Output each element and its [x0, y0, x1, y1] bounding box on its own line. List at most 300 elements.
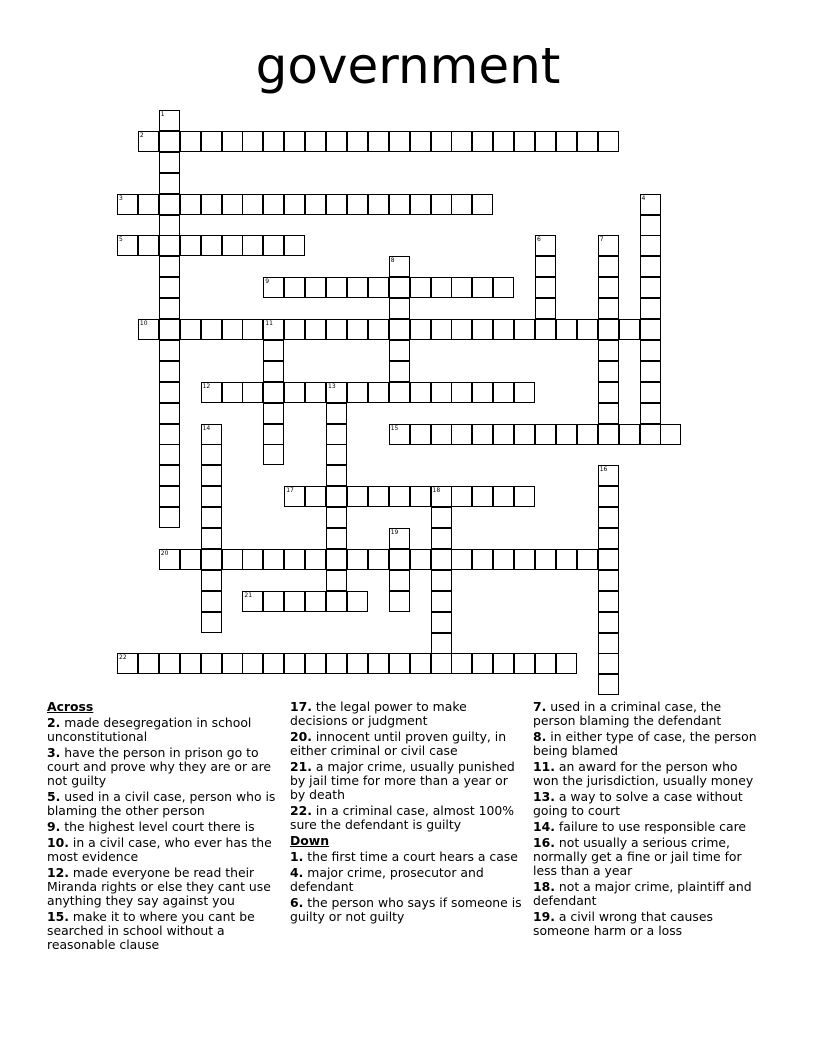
- grid-cell[interactable]: [326, 277, 347, 298]
- grid-cell[interactable]: [451, 382, 472, 403]
- clue-item-text: a civil wrong that causes someone harm or a loss: [533, 909, 713, 938]
- grid-cell[interactable]: [159, 549, 180, 570]
- grid-cell[interactable]: [389, 277, 410, 298]
- grid-cell[interactable]: [493, 653, 514, 674]
- grid-cell[interactable]: [389, 486, 410, 507]
- grid-cell[interactable]: [222, 131, 243, 152]
- grid-cell[interactable]: [389, 256, 410, 277]
- grid-cell[interactable]: [201, 591, 222, 612]
- grid-cell[interactable]: [598, 465, 619, 486]
- grid-cell[interactable]: [326, 382, 347, 403]
- grid-cell[interactable]: [159, 340, 180, 361]
- grid-cell[interactable]: [410, 277, 431, 298]
- grid-cell[interactable]: [201, 194, 222, 215]
- grid-cell[interactable]: [159, 277, 180, 298]
- grid-cell[interactable]: [410, 194, 431, 215]
- grid-cell[interactable]: [159, 507, 180, 528]
- grid-cell[interactable]: [201, 549, 222, 570]
- grid-cell[interactable]: [305, 591, 326, 612]
- grid-cell[interactable]: [263, 235, 284, 256]
- grid-cell[interactable]: [598, 235, 619, 256]
- grid-cell[interactable]: [514, 424, 535, 445]
- grid-cell[interactable]: [410, 424, 431, 445]
- grid-cell[interactable]: [222, 235, 243, 256]
- grid-cell[interactable]: [472, 319, 493, 340]
- grid-cell[interactable]: [201, 235, 222, 256]
- grid-cell[interactable]: [493, 486, 514, 507]
- grid-cell[interactable]: [640, 403, 661, 424]
- grid-cell[interactable]: [138, 194, 159, 215]
- grid-cell[interactable]: [598, 319, 619, 340]
- grid-cell[interactable]: [431, 319, 452, 340]
- grid-cell[interactable]: [159, 235, 180, 256]
- grid-cell[interactable]: [326, 653, 347, 674]
- grid-cell[interactable]: [389, 340, 410, 361]
- grid-cell[interactable]: [242, 653, 263, 674]
- grid-cell[interactable]: [598, 528, 619, 549]
- clue-item-text: a way to solve a case without going to court: [533, 789, 743, 818]
- grid-cell[interactable]: [326, 486, 347, 507]
- grid-cell[interactable]: [159, 486, 180, 507]
- clue-item: [533, 836, 765, 878]
- clue-item-number: 9.: [47, 819, 61, 834]
- grid-cell[interactable]: [598, 549, 619, 570]
- grid-cell[interactable]: [431, 633, 452, 654]
- grid-cell[interactable]: [514, 486, 535, 507]
- grid-cell[interactable]: [159, 465, 180, 486]
- clue-number: 22: [119, 654, 127, 662]
- grid-cell[interactable]: [598, 340, 619, 361]
- grid-cell[interactable]: [598, 361, 619, 382]
- clue-column-2: [290, 700, 522, 926]
- grid-cell[interactable]: [326, 424, 347, 445]
- clue-number: 21: [244, 591, 253, 599]
- grid-cell[interactable]: [368, 277, 389, 298]
- grid-cell[interactable]: [431, 424, 452, 445]
- grid-cell[interactable]: [326, 194, 347, 215]
- clue-list: [47, 700, 777, 960]
- grid-cell[interactable]: [347, 382, 368, 403]
- grid-cell[interactable]: [598, 403, 619, 424]
- grid-cell[interactable]: [493, 131, 514, 152]
- grid-cell[interactable]: [263, 444, 284, 465]
- grid-cell[interactable]: [640, 319, 661, 340]
- grid-cell[interactable]: [305, 277, 326, 298]
- grid-cell[interactable]: [472, 424, 493, 445]
- grid-cell[interactable]: [159, 424, 180, 445]
- grid-cell[interactable]: [347, 591, 368, 612]
- grid-cell[interactable]: [242, 382, 263, 403]
- grid-cell[interactable]: [284, 235, 305, 256]
- grid-cell[interactable]: [431, 194, 452, 215]
- grid-cell[interactable]: [577, 424, 598, 445]
- grid-cell[interactable]: [263, 653, 284, 674]
- grid-cell[interactable]: [201, 507, 222, 528]
- clue-item-text: made everyone be read their Miranda rights or else they cant use anything they say against you: [47, 865, 271, 908]
- grid-cell[interactable]: [535, 298, 556, 319]
- grid-cell[interactable]: [326, 570, 347, 591]
- clue-item-number: 17.: [290, 699, 312, 714]
- grid-cell[interactable]: [201, 612, 222, 633]
- grid-cell[interactable]: [535, 277, 556, 298]
- grid-cell[interactable]: [535, 424, 556, 445]
- grid-cell[interactable]: [180, 194, 201, 215]
- grid-cell[interactable]: [368, 382, 389, 403]
- clue-item: [290, 896, 522, 924]
- grid-cell[interactable]: [640, 194, 661, 215]
- clue-item-number: 19.: [533, 909, 555, 924]
- grid-cell[interactable]: [556, 424, 577, 445]
- clue-item-text: in a criminal case, almost 100% sure the defendant is guilty: [290, 803, 515, 832]
- grid-cell[interactable]: [201, 424, 222, 445]
- clue-item-number: 7.: [533, 699, 547, 714]
- grid-cell[interactable]: [326, 444, 347, 465]
- grid-cell[interactable]: [451, 653, 472, 674]
- grid-cell[interactable]: [389, 591, 410, 612]
- grid-cell[interactable]: [284, 549, 305, 570]
- grid-cell[interactable]: [263, 382, 284, 403]
- grid-cell[interactable]: [284, 319, 305, 340]
- grid-cell[interactable]: [305, 319, 326, 340]
- grid-cell[interactable]: [201, 382, 222, 403]
- grid-cell[interactable]: [263, 591, 284, 612]
- grid-cell[interactable]: [263, 340, 284, 361]
- grid-cell[interactable]: [159, 110, 180, 131]
- grid-cell[interactable]: [431, 507, 452, 528]
- grid-cell[interactable]: [201, 528, 222, 549]
- grid-cell[interactable]: [242, 235, 263, 256]
- grid-cell[interactable]: [535, 256, 556, 277]
- grid-cell[interactable]: [201, 319, 222, 340]
- grid-cell[interactable]: [577, 549, 598, 570]
- grid-cell[interactable]: [556, 131, 577, 152]
- clue-item-number: 12.: [47, 865, 69, 880]
- grid-cell[interactable]: [472, 194, 493, 215]
- grid-cell[interactable]: [263, 131, 284, 152]
- grid-cell[interactable]: [159, 298, 180, 319]
- grid-cell[interactable]: [305, 486, 326, 507]
- clue-number: 9: [265, 278, 270, 286]
- grid-cell[interactable]: [284, 194, 305, 215]
- grid-cell[interactable]: [556, 653, 577, 674]
- grid-cell[interactable]: [326, 131, 347, 152]
- grid-cell[interactable]: [284, 486, 305, 507]
- grid-cell[interactable]: [242, 549, 263, 570]
- grid-cell[interactable]: [159, 173, 180, 194]
- clue-item: [533, 820, 765, 834]
- grid-cell[interactable]: [242, 194, 263, 215]
- grid-cell[interactable]: [619, 319, 640, 340]
- clue-item-text: the legal power to make decisions or judgment: [290, 699, 467, 728]
- grid-cell[interactable]: [431, 277, 452, 298]
- grid-cell[interactable]: [389, 570, 410, 591]
- grid-cell[interactable]: [201, 131, 222, 152]
- grid-cell[interactable]: [389, 528, 410, 549]
- grid-cell[interactable]: [201, 444, 222, 465]
- grid-cell[interactable]: [201, 486, 222, 507]
- grid-cell[interactable]: [284, 591, 305, 612]
- grid-cell[interactable]: [535, 235, 556, 256]
- grid-cell[interactable]: [138, 653, 159, 674]
- grid-cell[interactable]: [535, 131, 556, 152]
- grid-cell[interactable]: [389, 319, 410, 340]
- grid-cell[interactable]: [472, 486, 493, 507]
- grid-cell[interactable]: [598, 486, 619, 507]
- grid-cell[interactable]: [368, 549, 389, 570]
- grid-cell[interactable]: [451, 424, 472, 445]
- grid-cell[interactable]: [159, 382, 180, 403]
- grid-cell[interactable]: [284, 131, 305, 152]
- grid-cell[interactable]: [368, 131, 389, 152]
- grid-cell[interactable]: [263, 549, 284, 570]
- grid-cell[interactable]: [347, 277, 368, 298]
- grid-cell[interactable]: [431, 131, 452, 152]
- grid-cell[interactable]: [514, 131, 535, 152]
- grid-cell[interactable]: [159, 131, 180, 152]
- grid-cell[interactable]: [514, 382, 535, 403]
- grid-cell[interactable]: [493, 382, 514, 403]
- grid-cell[interactable]: [410, 549, 431, 570]
- grid-cell[interactable]: [138, 319, 159, 340]
- grid-cell[interactable]: [640, 298, 661, 319]
- grid-cell[interactable]: [619, 424, 640, 445]
- clue-number: 18: [432, 487, 441, 495]
- clue-number: 4: [641, 194, 646, 202]
- grid-cell[interactable]: [640, 382, 661, 403]
- grid-cell[interactable]: [368, 653, 389, 674]
- grid-cell[interactable]: [535, 319, 556, 340]
- grid-cell[interactable]: [389, 131, 410, 152]
- grid-cell[interactable]: [305, 194, 326, 215]
- grid-cell[interactable]: [451, 486, 472, 507]
- grid-cell[interactable]: [431, 528, 452, 549]
- grid-cell[interactable]: [431, 591, 452, 612]
- grid-cell[interactable]: [389, 361, 410, 382]
- grid-cell[interactable]: [159, 319, 180, 340]
- grid-cell[interactable]: [431, 486, 452, 507]
- grid-cell[interactable]: [556, 319, 577, 340]
- clue-column-1: [47, 700, 279, 954]
- grid-cell[interactable]: [535, 653, 556, 674]
- grid-cell[interactable]: [347, 131, 368, 152]
- grid-cell[interactable]: [389, 194, 410, 215]
- grid-cell[interactable]: [305, 549, 326, 570]
- grid-cell[interactable]: [389, 653, 410, 674]
- grid-cell[interactable]: [180, 319, 201, 340]
- grid-cell[interactable]: [284, 653, 305, 674]
- grid-cell[interactable]: [598, 591, 619, 612]
- grid-cell[interactable]: [347, 653, 368, 674]
- grid-cell[interactable]: [451, 549, 472, 570]
- grid-cell[interactable]: [598, 570, 619, 591]
- grid-cell[interactable]: [598, 424, 619, 445]
- grid-cell[interactable]: [347, 319, 368, 340]
- grid-cell[interactable]: [640, 277, 661, 298]
- grid-cell[interactable]: [389, 424, 410, 445]
- grid-cell[interactable]: [222, 319, 243, 340]
- grid-cell[interactable]: [451, 131, 472, 152]
- grid-cell[interactable]: [514, 653, 535, 674]
- grid-cell[interactable]: [368, 319, 389, 340]
- clue-item-text: failure to use responsible care: [554, 819, 747, 834]
- grid-cell[interactable]: [514, 549, 535, 570]
- grid-cell[interactable]: [640, 340, 661, 361]
- grid-cell[interactable]: [117, 194, 138, 215]
- grid-cell[interactable]: [242, 131, 263, 152]
- clue-number: 20: [160, 549, 169, 557]
- grid-cell[interactable]: [201, 570, 222, 591]
- grid-cell[interactable]: [326, 549, 347, 570]
- grid-cell[interactable]: [159, 444, 180, 465]
- clue-number: 15: [390, 424, 399, 432]
- grid-cell[interactable]: [598, 674, 619, 695]
- grid-cell[interactable]: [598, 131, 619, 152]
- grid-cell[interactable]: [180, 653, 201, 674]
- grid-cell[interactable]: [451, 194, 472, 215]
- grid-cell[interactable]: [472, 131, 493, 152]
- grid-cell[interactable]: [451, 319, 472, 340]
- grid-cell[interactable]: [431, 570, 452, 591]
- grid-cell[interactable]: [263, 194, 284, 215]
- clue-item: [533, 910, 765, 938]
- clue-item: [290, 866, 522, 894]
- grid-cell[interactable]: [472, 653, 493, 674]
- grid-cell[interactable]: [598, 633, 619, 654]
- grid-cell[interactable]: [263, 361, 284, 382]
- grid-cell[interactable]: [326, 591, 347, 612]
- grid-cell[interactable]: [577, 319, 598, 340]
- grid-cell[interactable]: [326, 319, 347, 340]
- grid-cell[interactable]: [242, 591, 263, 612]
- grid-cell[interactable]: [326, 465, 347, 486]
- grid-cell[interactable]: [410, 319, 431, 340]
- grid-cell[interactable]: [284, 382, 305, 403]
- grid-cell[interactable]: [159, 194, 180, 215]
- grid-cell[interactable]: [326, 403, 347, 424]
- grid-cell[interactable]: [472, 549, 493, 570]
- grid-cell[interactable]: [263, 403, 284, 424]
- clue-item-text: major crime, prosecutor and defendant: [290, 865, 484, 894]
- grid-cell[interactable]: [263, 319, 284, 340]
- grid-cell[interactable]: [640, 424, 661, 445]
- grid-cell[interactable]: [159, 256, 180, 277]
- clue-item-number: 4.: [290, 865, 304, 880]
- grid-cell[interactable]: [347, 486, 368, 507]
- grid-cell[interactable]: [368, 486, 389, 507]
- grid-cell[interactable]: [159, 215, 180, 236]
- grid-cell[interactable]: [117, 235, 138, 256]
- grid-cell[interactable]: [201, 465, 222, 486]
- grid-cell[interactable]: [159, 653, 180, 674]
- grid-cell[interactable]: [640, 215, 661, 236]
- grid-cell[interactable]: [410, 486, 431, 507]
- grid-cell[interactable]: [180, 549, 201, 570]
- grid-cell[interactable]: [598, 382, 619, 403]
- grid-cell[interactable]: [472, 382, 493, 403]
- grid-cell[interactable]: [493, 277, 514, 298]
- grid-cell[interactable]: [284, 277, 305, 298]
- clue-number: 3: [119, 194, 123, 202]
- grid-cell[interactable]: [222, 549, 243, 570]
- grid-cell[interactable]: [368, 194, 389, 215]
- grid-cell[interactable]: [493, 549, 514, 570]
- grid-cell[interactable]: [535, 549, 556, 570]
- grid-cell[interactable]: [410, 131, 431, 152]
- grid-cell[interactable]: [159, 152, 180, 173]
- grid-cell[interactable]: [180, 131, 201, 152]
- grid-cell[interactable]: [347, 549, 368, 570]
- grid-cell[interactable]: [431, 382, 452, 403]
- grid-cell[interactable]: [389, 549, 410, 570]
- grid-cell[interactable]: [305, 382, 326, 403]
- clue-number: 7: [599, 236, 604, 244]
- grid-cell[interactable]: [138, 131, 159, 152]
- grid-cell[interactable]: [222, 382, 243, 403]
- grid-cell[interactable]: [598, 298, 619, 319]
- grid-cell[interactable]: [159, 403, 180, 424]
- grid-cell[interactable]: [577, 131, 598, 152]
- grid-cell[interactable]: [660, 424, 681, 445]
- grid-cell[interactable]: [201, 653, 222, 674]
- grid-cell[interactable]: [493, 319, 514, 340]
- grid-cell[interactable]: [222, 653, 243, 674]
- grid-cell[interactable]: [305, 131, 326, 152]
- grid-cell[interactable]: [598, 256, 619, 277]
- grid-cell[interactable]: [326, 528, 347, 549]
- clue-item-number: 14.: [533, 819, 555, 834]
- clue-item-number: 1.: [290, 849, 304, 864]
- grid-cell[interactable]: [640, 361, 661, 382]
- grid-cell[interactable]: [242, 319, 263, 340]
- grid-cell[interactable]: [159, 361, 180, 382]
- grid-cell[interactable]: [305, 653, 326, 674]
- clue-item-text: the highest level court there is: [60, 819, 255, 834]
- grid-cell[interactable]: [389, 298, 410, 319]
- grid-cell[interactable]: [514, 319, 535, 340]
- grid-cell[interactable]: [431, 653, 452, 674]
- grid-cell[interactable]: [138, 235, 159, 256]
- grid-cell[interactable]: [451, 277, 472, 298]
- grid-cell[interactable]: [640, 235, 661, 256]
- grid-cell[interactable]: [263, 424, 284, 445]
- grid-cell[interactable]: [410, 382, 431, 403]
- grid-cell[interactable]: [180, 235, 201, 256]
- clue-number: 8: [390, 257, 395, 265]
- grid-cell[interactable]: [410, 653, 431, 674]
- clue-item: [533, 880, 765, 908]
- grid-cell[interactable]: [431, 612, 452, 633]
- clue-item-text: a major crime, usually punished by jail time for more than a year or by death: [290, 759, 515, 802]
- clue-item-text: not usually a serious crime, normally get a fine or jail time for less than a year: [533, 835, 742, 878]
- grid-cell[interactable]: [493, 424, 514, 445]
- clue-item: [533, 730, 765, 758]
- grid-cell[interactable]: [472, 277, 493, 298]
- grid-cell[interactable]: [326, 507, 347, 528]
- grid-cell[interactable]: [556, 549, 577, 570]
- clue-item-number: 8.: [533, 729, 547, 744]
- grid-cell[interactable]: [263, 277, 284, 298]
- grid-cell[interactable]: [640, 256, 661, 277]
- grid-cell[interactable]: [598, 277, 619, 298]
- grid-cell[interactable]: [598, 507, 619, 528]
- grid-cell[interactable]: [598, 612, 619, 633]
- grid-cell[interactable]: [431, 549, 452, 570]
- grid-cell[interactable]: [598, 653, 619, 674]
- grid-cell[interactable]: [222, 194, 243, 215]
- grid-cell[interactable]: [117, 653, 138, 674]
- grid-cell[interactable]: [389, 382, 410, 403]
- grid-cell[interactable]: [347, 194, 368, 215]
